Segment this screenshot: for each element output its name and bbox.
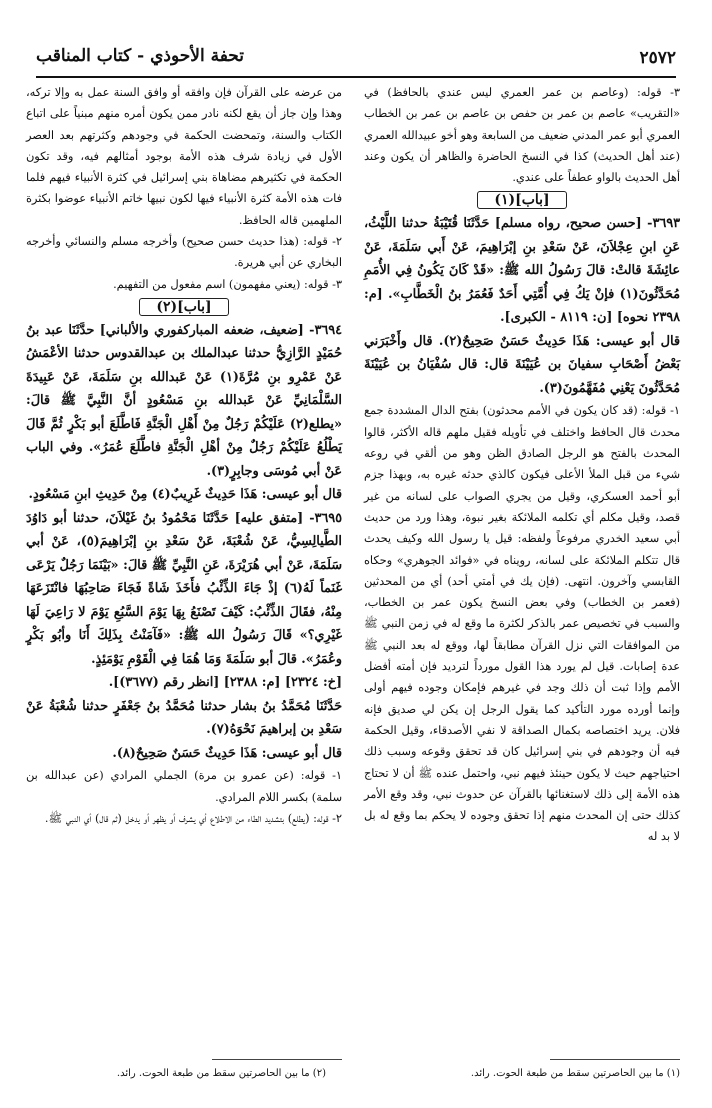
right-column bbox=[364, 82, 680, 848]
footnote-rule-left bbox=[212, 1059, 342, 1060]
footnote-left: (٢) ما بين الحاصرتين سقط من طبعة الحوت. رائد. bbox=[116, 1068, 326, 1079]
hadith-paragraph: حَدَّثَنَا مُحَمَّدُ بنُ بشار حدثنا مُحَمَّدُ بنُ جَعْفَرٍ حدثنا شُعْبَةُ عَنْ سَعْدِ بن إبراهيمَ نَحْوَهُ(٧). bbox=[26, 698, 342, 738]
hadith-paragraph: قال أبو عيسى: هَذَا حَدِيثٌ حَسَنٌ صَحِيحٌ(٨). bbox=[112, 745, 342, 761]
commentary-paragraph: ١- قوله: (قد كان يكون في الأمم محدثون) بفتح الدال المشددة جمع محدث قال الحافظ واختلف في تأويله فقيل ملهم قاله الأكثر، قالوا المحدث بالفتح هو الرجل الصادق الظن وهو من ألقي في روعه شيء من قبل الملأ الأعلى فيكون كالذي حدثه غيره به، وبهذا جزم أبو أحمد العسكري، وقيل من يجري الصواب على لسانه من غير قصد، وقيل مكلم أي تكلمه الملائكة بغير نبوة، وهذا ورد من حديث أبي سعيد الخدري مرفوعاً ولفظه: قيل يا رسول الله وكيف يحدث قال تتكلم الملائكة على لسانه، رويناه في «فوائد الجوهري» وحكاه القابسي وآخرون. انتهى. (فإن يك في أمتي أحد) أي من المحدثين (فعمر بن الخطاب) وفي بعض النسخ يكون عمر بن الخطاب، والسبب في تخصيص عمر بالذكر لكثرة ما وقع له في زمن النبي ﷺ من الموافقات التي نزل القرآن مطابقاً لها، ووقع له بعد النبي ﷺ عدة إصابات. قيل لم يورد هذا القول مورداً لترديد فإن أمته أفضل الأمم وإذا ثبت أن ذلك وجد في غيرهم فإمكان وجوده فيهم أولى وإنما أورده مورد التأكيد كما يقول الرجل إن يكن لي صديق فإنه فلان. يريد اختصاصه بكمال الصداقة لا نفي الأصدقاء، وقيل الحكمة فيه أن وجودهم في بني إسرائيل كان قد تحقق وقوعه وسبب ذلك احتياجهم حيث لا يكون حينئذ فيهم نبي، واحتمل عنده ﷺ أن لا تحتاج هذه الأمة إلى ذلك لاستغنائها بالقرآن عن حدوث نبي، وقد وقع الأمر كذلك حتى إن المحدث منهم إذا تحقق وجوده لا يحكم بما وقع له بل لا بد له bbox=[364, 404, 680, 844]
chapter-heading bbox=[26, 295, 342, 319]
footnote-right: (١) ما بين الحاصرتين سقط من طبعة الحوت. رائد. bbox=[470, 1068, 680, 1079]
commentary-paragraph: ١- قوله: (عن عمرو بن مرة) الجملي المرادي (عن عبدالله بن سلمة) بكسر اللام المرادي. bbox=[26, 769, 342, 804]
chapter-heading-text: [باب](١) bbox=[477, 191, 566, 209]
chapter-heading-text: [باب](٢) bbox=[139, 298, 228, 316]
hadith-paragraph: ٣٦٩٤- [ضعيف، ضعفه المباركفوري والألباني] حدَّثَنَا عبد بنُ حُمَيْدٍ الرَّازِيُّ حدثنا عبدالملك بن عبدالقدوس حدثنا الأعْمَشُ عَنْ عَمْرِو بنِ مُرَّةَ(١) عَنْ عَبدالله بنِ سَلَمَةَ، عَنْ عَبِيدَةَ السَّلْمَانِيِّ عَنْ عَبدالله بنِ مَسْعُودٍ أنَّ النَّبِيَّ ﷺ قالَ: «يطلع(٢) عَلَيْكُمْ رَجُلٌ مِنْ أَهْلِ الْجَنَّةِ فَاطَّلَعَ أبو بَكْرٍ ثُمَّ قَالَ يَطْلُعُ عَلَيْكُمْ رَجُلٌ مِنْ أهْلِ الْجَنَّةِ فاطَّلَعَ عُمَرُ». وفي الباب عَنْ أبي مُوسَى وجابِرٍ(٣). bbox=[26, 322, 342, 479]
hadith-paragraph: ٣٦٩٥- [متفق عليه] حَدَّثَنَا مَحْمُودُ بنُ غَيْلاَنَ، حدثنا أبو دَاوُدَ الطَّيالِسِيُّ، عَنْ شُعْبَةَ، عَنْ سَعْدِ بنِ إبْرَاهِيمَ(٥)، عَنْ أبي سَلَمَةَ، عَنْ أبي هُرَيْرَةَ، عَنِ النَّبِيِّ ﷺ قالَ: «بَيْنَمَا رَجُلٌ يَرْعَى غَنَماً لَهُ(٦) إذْ جَاءَ الذِّئْبُ فأَخَذَ شَاةً فَجَاءَ صَاحِبُهَا فانْتَزَعَهَا مِنْهُ، فقَالَ الذِّئْبُ: كَيْفَ تَصْنَعُ بِهَا يَوْمَ السَّبُعِ يَوْمَ لا رَاعِيَ لَهَا غَيْرِي؟» قَالَ رَسُولُ الله ﷺ: «فَآمَنْتُ بِذَلِكَ أَنَا وأبُو بَكْرٍ وعُمَرُ». قالَ أبو سَلَمَةَ وَمَا هُمَا فِي الْقَوْمِ يَوْمَئِذٍ. bbox=[26, 510, 343, 667]
commentary-paragraph: من عرضه على القرآن فإن وافقه أو وافق السنة عمل به وإلا تركه، وهذا وإن جاز أن يقع لكنه نادر ممن يكون أمره منهم مبنياً على اتباع الكتاب والسنة، وتمحضت الحكمة في وجودهم وكثرتهم بعد العصر الأول في زيادة شرف هذه الأمة بوجود أمثالهم فيه، وقد تكون الحكمة في تكثيرهم مضاهاة بني إسرائيل في كثرة الأنبياء فيهم فلما فات هذه الأمة كثرة الأنبياء فيها لكون نبيها خاتم الأنبياء عوضوا بكثرة الملهمين قاله الحافظ. bbox=[26, 86, 342, 227]
commentary-paragraph: ٢- قوله: (هذا حديث حسن صحيح) وأخرجه مسلم والنسائي وأخرجه البخاري عن أبي هريرة. bbox=[26, 235, 342, 270]
chapter-heading bbox=[364, 188, 680, 212]
hadith-paragraph: ٣٦٩٣- [حسن صحيح، رواه مسلم] حَدَّثَنَا قُتَيْبَةُ حدثنا اللَّيْثُ، عَنِ ابنِ عِجْلاَنَ، عَنْ سَعْدِ بنِ إبْرَاهِيمَ، عَنْ أَبي سَلَمَةَ، عَنْ عائِشَةَ قالتْ: قالَ رَسُولُ الله ﷺ: «قَدْ كَانَ يَكُونُ فِي الأُمَمِ مُحَدَّثُونَ(١) فإنْ يَكُ فِي أُمَّتِي أَحَدٌ فَعُمَرُ بنُ الْخَطَّابِ». [م: ٢٣٩٨ نحوه] [ن: ٨١١٩ - الكبرى]. bbox=[364, 216, 680, 326]
hadith-paragraph: قال أبو عيسى: هَذَا حَدِيثٌ حَسَنٌ صَحِيحٌ(٢). قال وأَخْبَرَني بَعْضُ أَصْحَابِ سفيانَ بن عُيَيْنَةَ قال: قال سُفْيَانُ بن عُيَيْنَةَ مُحَدَّثُونَ يَعْنِي مُفَهَّمُونَ(٣). bbox=[364, 333, 680, 396]
running-title: تحفة الأحوذي - كتاب المناقب bbox=[36, 46, 245, 66]
hadith-paragraph: قال أبو عيسى: هَذَا حَدِيثٌ غَرِيبٌ(٤) مِنْ حَدِيثِ ابنِ مَسْعُودٍ. bbox=[28, 487, 342, 503]
page-number: ٢٥٧٢ bbox=[639, 48, 676, 68]
page-header bbox=[36, 44, 676, 74]
commentary-paragraph: ٣- قوله: (وعاصم بن عمر العمري ليس عندي بالحافظ) في «التقريب» عاصم بن عمر بن حفص بن عاصم بن عمر بن الخطاب العمري أبو عمر المدني ضعيف من السابعة وهو أخو عبيدالله العمري (عند أهل الحديث) كذا في النسخ الحاضرة والظاهر أن يكون وعند أهل الحديث بالواو عطفاً على عندي. bbox=[364, 86, 680, 185]
commentary-paragraph: ٣- قوله: (يعني مفهمون) اسم مفعول من التفهيم. bbox=[113, 277, 342, 291]
commentary-paragraph: ٢- قوله: (يطلع) بتشديد الطاء من الاطلاع أي يشرف أو يظهر أو يدخل (ثم قال) أي النبي ﷺ. bbox=[44, 812, 342, 826]
header-rule bbox=[36, 76, 676, 78]
left-column bbox=[26, 82, 342, 829]
hadith-paragraph: [خ: ٢٣٢٤] [م: ٢٣٨٨] [انظر رقم (٣٦٧٧)]. bbox=[108, 675, 342, 691]
footnote-rule-right bbox=[550, 1059, 680, 1060]
